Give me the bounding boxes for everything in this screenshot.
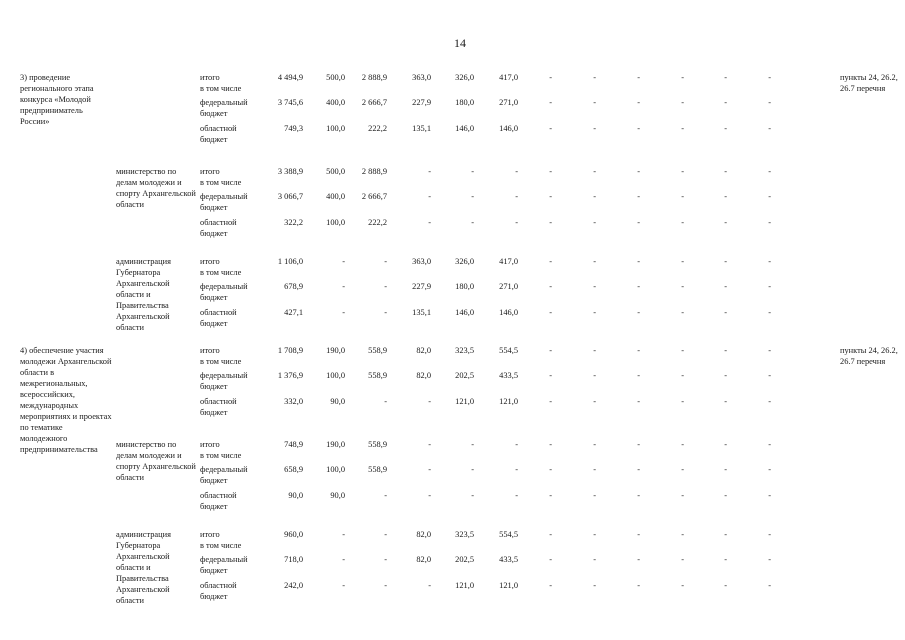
executor-cell: министерство по делам молодежи и спорту Архангельской области xyxy=(116,167,196,209)
value-cell: 558,9 xyxy=(368,440,387,449)
value-cell: 323,5 xyxy=(455,346,474,355)
funding-source-cell: областной бюджет xyxy=(200,308,237,328)
value-cell: 90,0 xyxy=(330,397,345,406)
dash-cell: - xyxy=(681,98,684,107)
value-cell: 100,0 xyxy=(326,218,345,227)
value-cell: 433,5 xyxy=(499,371,518,380)
value-cell: 2 666,7 xyxy=(361,98,387,107)
value-cell: 90,0 xyxy=(330,491,345,500)
value-cell: 3 066,7 xyxy=(277,192,303,201)
dash-cell: - xyxy=(724,371,727,380)
dash-cell: - xyxy=(768,98,771,107)
value-cell: 222,2 xyxy=(368,124,387,133)
dash-cell: - xyxy=(681,371,684,380)
reference-cell: пункты 24, 26.2, 26.7 перечня xyxy=(840,73,898,93)
dash-cell: - xyxy=(593,192,596,201)
dash-cell: - xyxy=(681,167,684,176)
dash-cell: - xyxy=(549,167,552,176)
value-cell: - xyxy=(384,257,387,266)
value-cell: - xyxy=(342,308,345,317)
value-cell: - xyxy=(428,192,431,201)
value-cell: 135,1 xyxy=(412,124,431,133)
value-cell: - xyxy=(428,491,431,500)
dash-cell: - xyxy=(637,282,640,291)
value-cell: 363,0 xyxy=(412,257,431,266)
value-cell: 748,9 xyxy=(284,440,303,449)
value-cell: 678,9 xyxy=(284,282,303,291)
dash-cell: - xyxy=(637,308,640,317)
value-cell: - xyxy=(384,491,387,500)
dash-cell: - xyxy=(593,124,596,133)
dash-cell: - xyxy=(768,308,771,317)
value-cell: 82,0 xyxy=(416,346,431,355)
dash-cell: - xyxy=(549,581,552,590)
dash-cell: - xyxy=(768,371,771,380)
value-cell: 1 106,0 xyxy=(277,257,303,266)
dash-cell: - xyxy=(549,440,552,449)
dash-cell: - xyxy=(637,73,640,82)
funding-source-cell: областной бюджет xyxy=(200,218,237,238)
measure-title: 3) проведение регионального этапа конкурса «Молодой предприниматель России» xyxy=(20,73,94,126)
value-cell: 180,0 xyxy=(455,282,474,291)
executor-cell: администрация Губернатора Архангельской области и Правительства Архангельской области xyxy=(116,530,171,605)
value-cell: - xyxy=(515,167,518,176)
value-cell: 227,9 xyxy=(412,98,431,107)
funding-source-cell: федеральный бюджет xyxy=(200,192,248,212)
funding-source-cell: итого в том числе xyxy=(200,440,242,460)
dash-cell: - xyxy=(768,124,771,133)
funding-source-cell: федеральный бюджет xyxy=(200,98,248,118)
dash-cell: - xyxy=(724,440,727,449)
value-cell: 2 888,9 xyxy=(361,73,387,82)
value-cell: 400,0 xyxy=(326,192,345,201)
value-cell: - xyxy=(515,465,518,474)
dash-cell: - xyxy=(768,397,771,406)
value-cell: 121,0 xyxy=(499,397,518,406)
value-cell: 2 666,7 xyxy=(361,192,387,201)
value-cell: 146,0 xyxy=(499,124,518,133)
value-cell: 3 745,6 xyxy=(277,98,303,107)
value-cell: 90,0 xyxy=(288,491,303,500)
executor-cell: администрация Губернатора Архангельской области и Правительства Архангельской области xyxy=(116,257,171,332)
dash-cell: - xyxy=(549,282,552,291)
value-cell: - xyxy=(384,555,387,564)
value-cell: 222,2 xyxy=(368,218,387,227)
value-cell: - xyxy=(384,282,387,291)
dash-cell: - xyxy=(637,440,640,449)
funding-source-cell: итого в том числе xyxy=(200,73,242,93)
dash-cell: - xyxy=(724,257,727,266)
dash-cell: - xyxy=(549,371,552,380)
dash-cell: - xyxy=(724,491,727,500)
dash-cell: - xyxy=(549,192,552,201)
dash-cell: - xyxy=(593,491,596,500)
dash-cell: - xyxy=(637,218,640,227)
value-cell: 100,0 xyxy=(326,465,345,474)
dash-cell: - xyxy=(768,491,771,500)
value-cell: 190,0 xyxy=(326,440,345,449)
dash-cell: - xyxy=(593,98,596,107)
value-cell: 326,0 xyxy=(455,257,474,266)
dash-cell: - xyxy=(768,346,771,355)
value-cell: 82,0 xyxy=(416,371,431,380)
dash-cell: - xyxy=(681,257,684,266)
dash-cell: - xyxy=(637,530,640,539)
dash-cell: - xyxy=(681,555,684,564)
dash-cell: - xyxy=(593,167,596,176)
dash-cell: - xyxy=(637,465,640,474)
value-cell: - xyxy=(471,218,474,227)
dash-cell: - xyxy=(768,218,771,227)
value-cell: - xyxy=(471,167,474,176)
value-cell: 3 388,9 xyxy=(277,167,303,176)
dash-cell: - xyxy=(681,73,684,82)
dash-cell: - xyxy=(768,530,771,539)
dash-cell: - xyxy=(681,346,684,355)
funding-source-cell: федеральный бюджет xyxy=(200,282,248,302)
value-cell: 749,3 xyxy=(284,124,303,133)
value-cell: 242,0 xyxy=(284,581,303,590)
dash-cell: - xyxy=(724,167,727,176)
dash-cell: - xyxy=(681,308,684,317)
value-cell: - xyxy=(471,192,474,201)
value-cell: - xyxy=(428,397,431,406)
dash-cell: - xyxy=(549,555,552,564)
value-cell: 121,0 xyxy=(455,397,474,406)
dash-cell: - xyxy=(637,124,640,133)
dash-cell: - xyxy=(724,346,727,355)
value-cell: 100,0 xyxy=(326,371,345,380)
dash-cell: - xyxy=(593,465,596,474)
dash-cell: - xyxy=(724,308,727,317)
funding-source-cell: федеральный бюджет xyxy=(200,465,248,485)
dash-cell: - xyxy=(768,73,771,82)
dash-cell: - xyxy=(593,555,596,564)
measure-title: 4) обеспечение участия молодежи Архангельской области в межрегиональных, всероссийских, международных мероприятиях и проектах по тематике молодежного предпринимательства xyxy=(20,346,112,454)
dash-cell: - xyxy=(724,192,727,201)
value-cell: 227,9 xyxy=(412,282,431,291)
dash-cell: - xyxy=(768,581,771,590)
dash-cell: - xyxy=(681,397,684,406)
value-cell: - xyxy=(384,581,387,590)
dash-cell: - xyxy=(681,192,684,201)
dash-cell: - xyxy=(768,282,771,291)
dash-cell: - xyxy=(549,397,552,406)
funding-source-cell: областной бюджет xyxy=(200,124,237,144)
dash-cell: - xyxy=(549,73,552,82)
dash-cell: - xyxy=(724,124,727,133)
value-cell: - xyxy=(428,167,431,176)
dash-cell: - xyxy=(637,192,640,201)
dash-cell: - xyxy=(724,73,727,82)
dash-cell: - xyxy=(593,73,596,82)
dash-cell: - xyxy=(724,218,727,227)
value-cell: 4 494,9 xyxy=(277,73,303,82)
value-cell: 322,2 xyxy=(284,218,303,227)
value-cell: - xyxy=(515,218,518,227)
dash-cell: - xyxy=(593,371,596,380)
dash-cell: - xyxy=(637,581,640,590)
value-cell: - xyxy=(342,581,345,590)
dash-cell: - xyxy=(681,124,684,133)
dash-cell: - xyxy=(768,167,771,176)
value-cell: 146,0 xyxy=(455,308,474,317)
value-cell: 146,0 xyxy=(455,124,474,133)
dash-cell: - xyxy=(637,491,640,500)
value-cell: - xyxy=(342,530,345,539)
dash-cell: - xyxy=(768,465,771,474)
value-cell: 271,0 xyxy=(499,98,518,107)
value-cell: 500,0 xyxy=(326,73,345,82)
dash-cell: - xyxy=(724,98,727,107)
dash-cell: - xyxy=(549,530,552,539)
value-cell: 417,0 xyxy=(499,257,518,266)
value-cell: - xyxy=(342,257,345,266)
dash-cell: - xyxy=(724,581,727,590)
value-cell: 400,0 xyxy=(326,98,345,107)
dash-cell: - xyxy=(768,555,771,564)
dash-cell: - xyxy=(593,581,596,590)
value-cell: - xyxy=(471,440,474,449)
dash-cell: - xyxy=(637,167,640,176)
dash-cell: - xyxy=(549,346,552,355)
dash-cell: - xyxy=(637,257,640,266)
value-cell: 2 888,9 xyxy=(361,167,387,176)
funding-source-cell: областной бюджет xyxy=(200,397,237,417)
value-cell: - xyxy=(428,581,431,590)
value-cell: 1 708,9 xyxy=(277,346,303,355)
value-cell: - xyxy=(384,530,387,539)
funding-source-cell: итого в том числе xyxy=(200,257,242,277)
funding-source-cell: федеральный бюджет xyxy=(200,555,248,575)
dash-cell: - xyxy=(637,98,640,107)
dash-cell: - xyxy=(724,530,727,539)
dash-cell: - xyxy=(681,282,684,291)
value-cell: 100,0 xyxy=(326,124,345,133)
value-cell: 332,0 xyxy=(284,397,303,406)
value-cell: 82,0 xyxy=(416,530,431,539)
value-cell: 202,5 xyxy=(455,371,474,380)
dash-cell: - xyxy=(549,491,552,500)
dash-cell: - xyxy=(681,530,684,539)
dash-cell: - xyxy=(593,257,596,266)
dash-cell: - xyxy=(724,555,727,564)
value-cell: 121,0 xyxy=(455,581,474,590)
funding-source-cell: итого в том числе xyxy=(200,346,242,366)
executor-cell: министерство по делам молодежи и спорту Архангельской области xyxy=(116,440,196,482)
value-cell: 121,0 xyxy=(499,581,518,590)
funding-source-cell: федеральный бюджет xyxy=(200,371,248,391)
dash-cell: - xyxy=(549,257,552,266)
value-cell: - xyxy=(384,308,387,317)
value-cell: 417,0 xyxy=(499,73,518,82)
value-cell: - xyxy=(515,440,518,449)
reference-cell: пункты 24, 26.2, 26.7 перечня xyxy=(840,346,898,366)
value-cell: 427,1 xyxy=(284,308,303,317)
funding-source-cell: областной бюджет xyxy=(200,491,237,511)
dash-cell: - xyxy=(593,282,596,291)
dash-cell: - xyxy=(681,440,684,449)
value-cell: 82,0 xyxy=(416,555,431,564)
dash-cell: - xyxy=(593,308,596,317)
value-cell: 554,5 xyxy=(499,346,518,355)
dash-cell: - xyxy=(681,218,684,227)
dash-cell: - xyxy=(724,282,727,291)
dash-cell: - xyxy=(593,397,596,406)
value-cell: - xyxy=(515,491,518,500)
dash-cell: - xyxy=(724,397,727,406)
dash-cell: - xyxy=(637,555,640,564)
value-cell: 363,0 xyxy=(412,73,431,82)
dash-cell: - xyxy=(549,218,552,227)
dash-cell: - xyxy=(724,465,727,474)
value-cell: - xyxy=(428,218,431,227)
value-cell: 500,0 xyxy=(326,167,345,176)
value-cell: 558,9 xyxy=(368,465,387,474)
value-cell: 190,0 xyxy=(326,346,345,355)
funding-source-cell: итого в том числе xyxy=(200,167,242,187)
dash-cell: - xyxy=(681,581,684,590)
value-cell: - xyxy=(471,491,474,500)
page-number: 14 xyxy=(454,36,466,50)
value-cell: 135,1 xyxy=(412,308,431,317)
value-cell: 1 376,9 xyxy=(277,371,303,380)
value-cell: - xyxy=(515,192,518,201)
value-cell: - xyxy=(342,555,345,564)
value-cell: 960,0 xyxy=(284,530,303,539)
dash-cell: - xyxy=(593,530,596,539)
dash-cell: - xyxy=(637,371,640,380)
value-cell: - xyxy=(428,465,431,474)
dash-cell: - xyxy=(549,308,552,317)
dash-cell: - xyxy=(637,397,640,406)
dash-cell: - xyxy=(681,491,684,500)
dash-cell: - xyxy=(593,218,596,227)
value-cell: 180,0 xyxy=(455,98,474,107)
dash-cell: - xyxy=(768,192,771,201)
value-cell: 323,5 xyxy=(455,530,474,539)
value-cell: - xyxy=(471,465,474,474)
value-cell: 271,0 xyxy=(499,282,518,291)
funding-source-cell: итого в том числе xyxy=(200,530,242,550)
dash-cell: - xyxy=(549,124,552,133)
value-cell: 658,9 xyxy=(284,465,303,474)
value-cell: 202,5 xyxy=(455,555,474,564)
value-cell: 433,5 xyxy=(499,555,518,564)
value-cell: - xyxy=(428,440,431,449)
dash-cell: - xyxy=(549,98,552,107)
dash-cell: - xyxy=(549,465,552,474)
value-cell: 326,0 xyxy=(455,73,474,82)
value-cell: 718,0 xyxy=(284,555,303,564)
value-cell: - xyxy=(384,397,387,406)
dash-cell: - xyxy=(637,346,640,355)
funding-source-cell: областной бюджет xyxy=(200,581,237,601)
value-cell: - xyxy=(342,282,345,291)
dash-cell: - xyxy=(681,465,684,474)
value-cell: 558,9 xyxy=(368,346,387,355)
dash-cell: - xyxy=(593,440,596,449)
dash-cell: - xyxy=(768,257,771,266)
value-cell: 554,5 xyxy=(499,530,518,539)
dash-cell: - xyxy=(768,440,771,449)
dash-cell: - xyxy=(593,346,596,355)
value-cell: 146,0 xyxy=(499,308,518,317)
value-cell: 558,9 xyxy=(368,371,387,380)
